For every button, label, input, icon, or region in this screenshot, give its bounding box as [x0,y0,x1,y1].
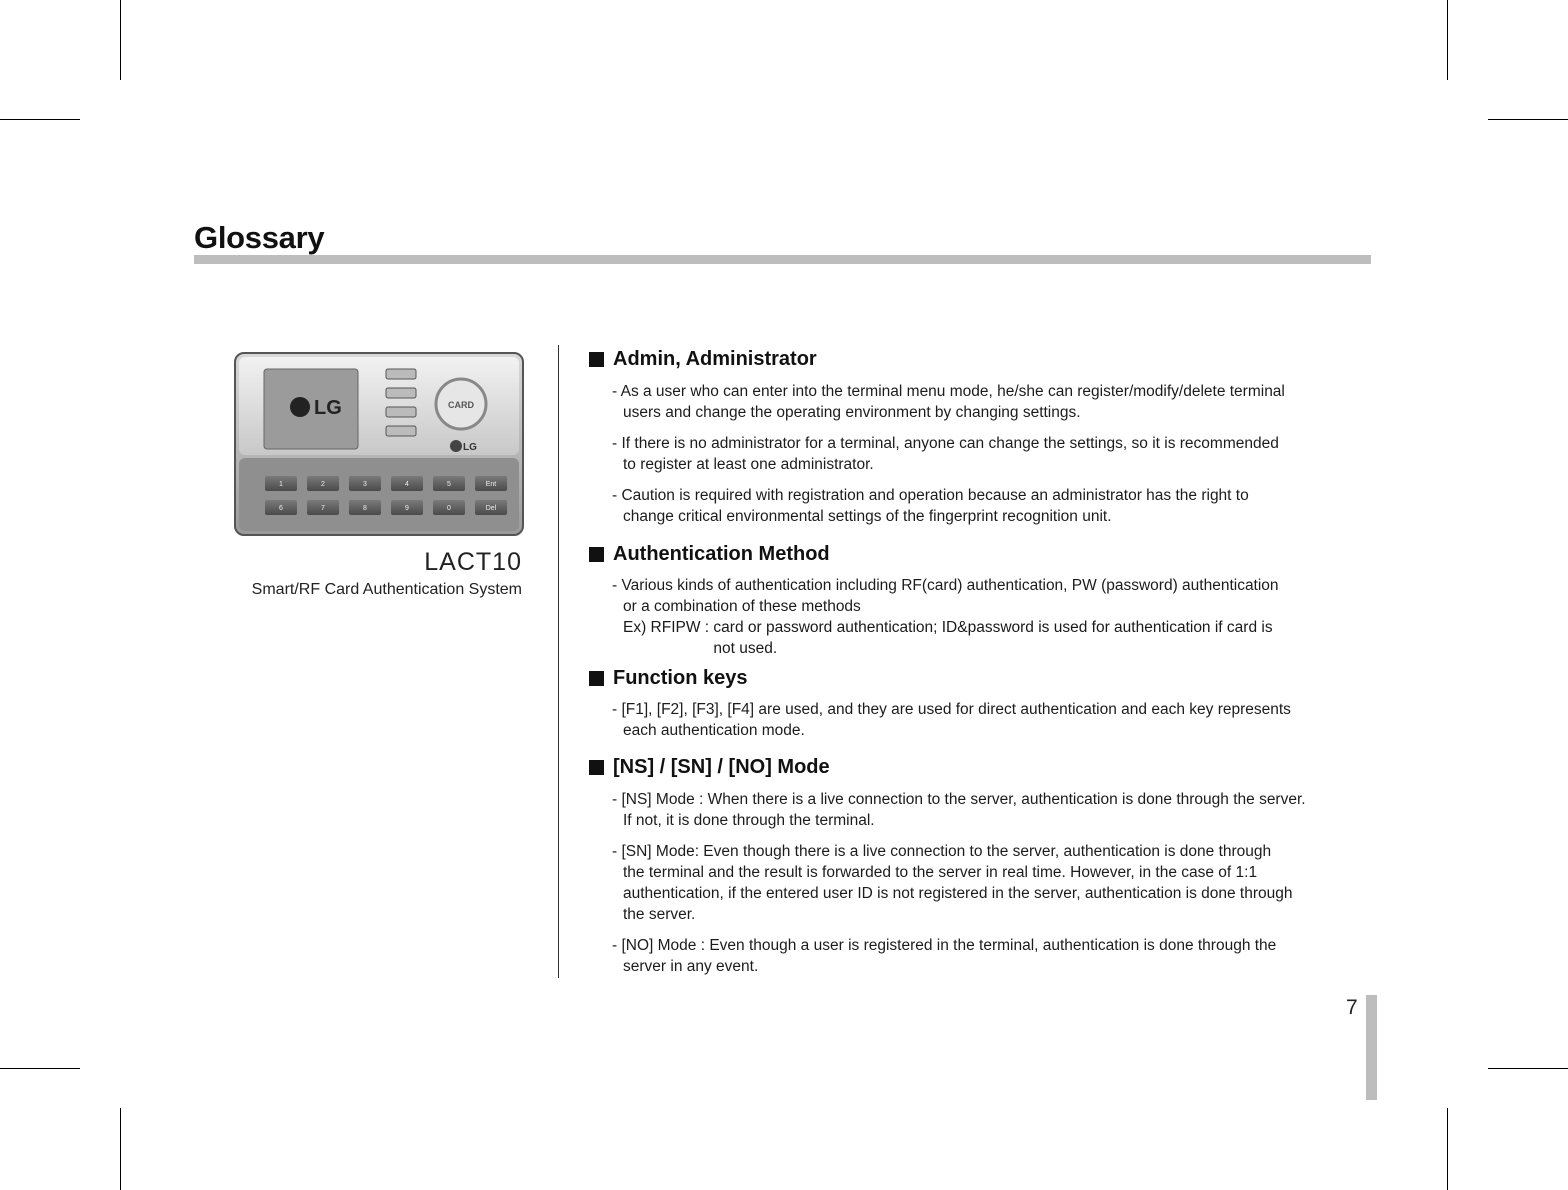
title-underline-bar [194,255,1371,264]
svg-text:3: 3 [363,481,367,488]
crop-mark [0,1068,80,1069]
section-heading: Admin, Administrator [613,347,817,370]
glossary-paragraph: - Various kinds of authentication including RF(card) authentication, PW (password) authentication or a combination of these methods [612,577,1279,615]
device-illustration [234,352,524,536]
glossary-paragraph: - As a user who can enter into the terminal menu mode, he/she can register/modify/delete terminal users and change the operating environment by changing settings. [612,383,1285,421]
device-model-label: LACT10 [424,548,522,576]
crop-mark [120,0,121,80]
section-heading: Authentication Method [613,542,830,565]
svg-text:7: 7 [321,505,325,512]
svg-text:9: 9 [405,505,409,512]
example-label: Ex) RFIPW : [623,619,714,636]
svg-text:Del: Del [485,505,497,512]
device-subtitle: Smart/RF Card Authentication System [251,581,522,598]
svg-text:2: 2 [321,481,325,488]
example-text: card or password authentication; ID&password is used for authentication if card is not used. [713,619,1273,657]
svg-text:LG: LG [463,442,477,453]
glossary-paragraph: - [NS] Mode : When there is a live connection to the server, authentication is done through the server. If not, it is done through the terminal. [612,791,1306,829]
crop-mark [120,1108,121,1190]
crop-mark [0,119,80,120]
section-heading: [NS] / [SN] / [NO] Mode [613,755,830,778]
svg-text:5: 5 [447,481,451,488]
column-divider [558,345,559,978]
page-number: 7 [1346,996,1358,1019]
svg-text:1: 1 [279,481,283,488]
crop-mark [1488,119,1568,120]
glossary-paragraph: - [SN] Mode: Even though there is a live connection to the server, authentication is done through the terminal and the result is forwarded to the server in real time. However, in the case of 1:1 authentication, if the entered user ID is not registered in the server, authentication is done through the server. [612,843,1293,923]
glossary-section-function-keys [589,664,1389,741]
crop-mark [1488,1068,1568,1069]
bullet-square-icon [589,671,604,686]
crop-mark [1447,0,1448,80]
svg-text:6: 6 [279,505,283,512]
section-heading: Function keys [613,666,748,689]
page-number-bar [1366,995,1377,1100]
svg-text:Ent: Ent [485,481,497,488]
glossary-paragraph: - [NO] Mode : Even though a user is registered in the terminal, authentication is done through the server in any event. [612,937,1277,975]
svg-text:0: 0 [447,505,451,512]
glossary-content [589,345,1389,977]
glossary-paragraph: - If there is no administrator for a terminal, anyone can change the settings, so it is recommended to register at least one administrator. [612,435,1279,473]
glossary-section-authentication-method [589,540,1389,659]
glossary-section-admin [589,345,1389,527]
svg-text:CARD: CARD [448,400,474,410]
svg-text:4: 4 [405,481,409,488]
glossary-paragraph: - [F1], [F2], [F3], [F4] are used, and they are used for direct authentication and each key represents each authentication mode. [612,701,1291,739]
example-row [589,617,1389,659]
glossary-paragraph: - Caution is required with registration and operation because an administrator has the right to change critical environmental settings of the fingerprint recognition unit. [612,487,1249,525]
bullet-square-icon [589,352,604,367]
page-title: Glossary [194,220,325,255]
glossary-section-modes [589,753,1389,977]
bullet-square-icon [589,547,604,562]
crop-mark [1447,1108,1448,1190]
svg-text:8: 8 [363,505,367,512]
lg-logo-text: LG [314,397,342,419]
bullet-square-icon [589,760,604,775]
